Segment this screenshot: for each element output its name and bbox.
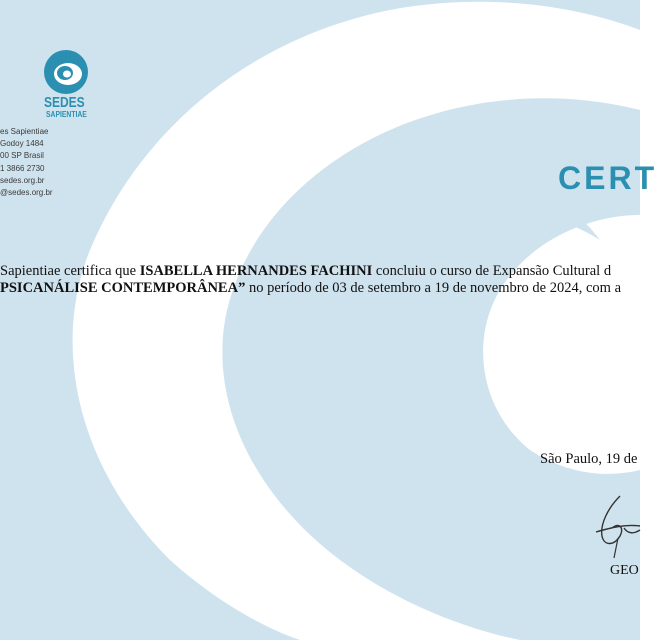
address-line: @sedes.org.br — [0, 188, 53, 198]
address-block — [0, 126, 53, 199]
address-line: 00 SP Brasil — [0, 151, 44, 161]
signer-name: GEO — [610, 563, 639, 578]
body-suffix: concluiu o curso de Expansão Cultural d — [372, 263, 612, 279]
student-name: ISABELLA HERNANDES FACHINI — [139, 263, 373, 279]
body-line-1 — [0, 263, 611, 280]
logo-wordmark: SEDES — [44, 94, 85, 111]
logo-subtitle: SAPIENTIAE — [46, 110, 87, 119]
address-line: Godoy 1484 — [0, 139, 44, 149]
course-name: PSICANÁLISE CONTEMPORÂNEA” — [0, 280, 246, 296]
course-info — [0, 280, 621, 297]
address-line: sedes.org.br — [0, 175, 45, 185]
address-line: es Sapientiae — [0, 127, 49, 136]
certificate-title: CERT — [558, 160, 657, 196]
body-prefix: Sapientiae certifica que — [0, 263, 140, 279]
signature-icon — [590, 488, 650, 560]
address-line: 1 3866 2730 — [0, 163, 45, 173]
course-period: no período de 03 de setembro a 19 de novembro de 2024, com a — [245, 280, 622, 296]
place-date: São Paulo, 19 de — [540, 451, 638, 467]
